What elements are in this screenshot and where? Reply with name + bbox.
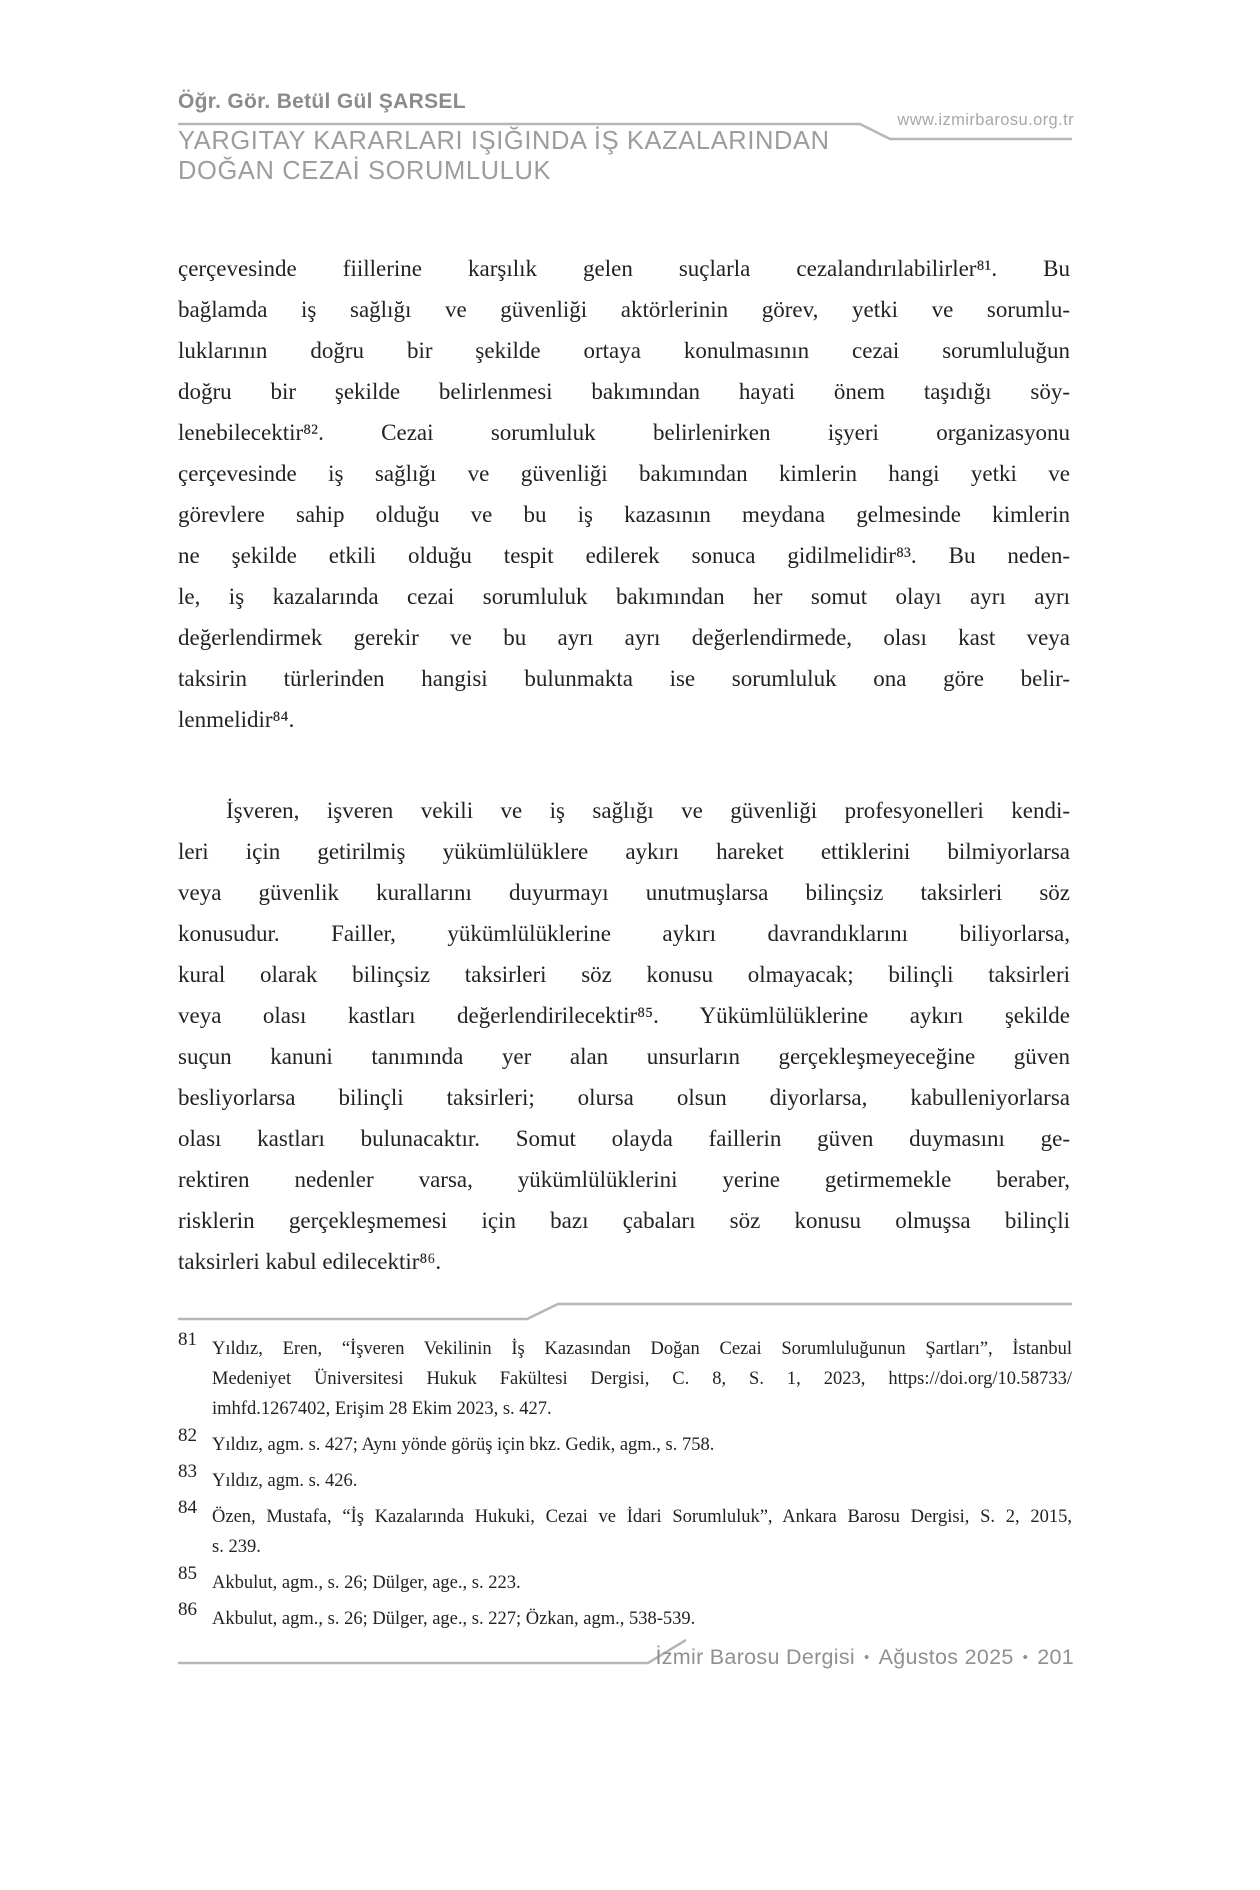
footnote bbox=[178, 1497, 1072, 1562]
footnote bbox=[178, 1563, 1072, 1598]
footnote-line: Yıldız, agm. s. 426. bbox=[212, 1471, 358, 1491]
paragraph-2 bbox=[178, 790, 1070, 1282]
text-line: risklerin gerçekleşmemesi için bazı çabaları söz konusu olmuşsa bilinçli bbox=[178, 1208, 1070, 1233]
footnote-number: 86 bbox=[178, 1599, 197, 1620]
site-url: www.izmirbarosu.org.tr bbox=[897, 111, 1074, 129]
text-line: lenebilecektir⁸². Cezai sorumluluk belirlenirken işyeri organizasyonu bbox=[178, 420, 1070, 445]
text-line: luklarının doğru bir şekilde ortaya konulmasının cezai sorumluluğun bbox=[178, 338, 1070, 363]
footnote-text bbox=[212, 1604, 1072, 1634]
footnote-number: 84 bbox=[178, 1497, 197, 1518]
footnote-number: 82 bbox=[178, 1425, 197, 1446]
text-line: leri için getirilmiş yükümlülüklere aykırı hareket ettiklerini bilmiyorlarsa bbox=[178, 839, 1070, 864]
text-line: doğru bir şekilde belirlenmesi bakımından hayati önem taşıdığı söy- bbox=[178, 379, 1070, 404]
footnote-line: Yıldız, Eren, “İşveren Vekilinin İş Kazasından Doğan Cezai Sorumluluğunun Şartları”, İstanbul bbox=[212, 1339, 1072, 1359]
text-line: bağlamda iş sağlığı ve güvenliği aktörlerinin görev, yetki ve sorumlu- bbox=[178, 297, 1070, 322]
footnote-text bbox=[212, 1466, 1072, 1496]
footnote-line: imhfd.1267402, Erişim 28 Ekim 2023, s. 427. bbox=[212, 1399, 552, 1419]
footnote-number: 83 bbox=[178, 1461, 197, 1482]
text-line: İşveren, işveren vekili ve iş sağlığı ve güvenliği profesyonelleri kendi- bbox=[226, 798, 1070, 823]
page-number: 201 bbox=[1037, 1645, 1074, 1669]
text-line: le, iş kazalarında cezai sorumluluk bakımından her somut olayı ayrı ayrı bbox=[178, 584, 1070, 609]
article-title-line-1: YARGITAY KARARLARI IŞIĞINDA İŞ KAZALARINDAN bbox=[178, 127, 830, 155]
text-line: taksirin türlerinden hangisi bulunmakta ise sorumluluk ona göre belir- bbox=[178, 666, 1070, 691]
author-name: Öğr. Gör. Betül Gül ŞARSEL bbox=[178, 90, 466, 113]
article-title-line-2: DOĞAN CEZAİ SORUMLULUK bbox=[178, 157, 552, 185]
text-line: rektiren nedenler varsa, yükümlülüklerini yerine getirmemekle beraber, bbox=[178, 1167, 1070, 1192]
text-line: suçun kanuni tanımında yer alan unsurların gerçekleşmeyeceğine güven bbox=[178, 1044, 1070, 1069]
footnote-line: Akbulut, agm., s. 26; Dülger, age., s. 227; Özkan, agm., 538-539. bbox=[212, 1609, 696, 1629]
paragraph-1 bbox=[178, 248, 1070, 740]
footnote bbox=[178, 1461, 1072, 1496]
footnote-number: 85 bbox=[178, 1563, 197, 1584]
text-line: kural olarak bilinçsiz taksirleri söz konusu olmayacak; bilinçli taksirleri bbox=[178, 962, 1070, 987]
text-line: taksirleri kabul edilecektir⁸⁶. bbox=[178, 1249, 442, 1274]
issue-date: Ağustos 2025 bbox=[878, 1645, 1014, 1669]
footnotes-divider bbox=[178, 1300, 1072, 1324]
footnote-line: Akbulut, agm., s. 26; Dülger, age., s. 223. bbox=[212, 1573, 521, 1593]
footnote-text bbox=[212, 1568, 1072, 1598]
footnote-number: 81 bbox=[178, 1329, 197, 1350]
text-line: görevlere sahip olduğu ve bu iş kazasının meydana gelmesinde kimlerin bbox=[178, 502, 1070, 527]
text-line: veya güvenlik kurallarını duyurmayı unutmuşlarsa bilinçsiz taksirleri söz bbox=[178, 880, 1070, 905]
text-line: olası kastları bulunacaktır. Somut olayda faillerin güven duymasını ge- bbox=[178, 1126, 1070, 1151]
footnotes bbox=[178, 1329, 1072, 1640]
bullet-separator: • bbox=[864, 1649, 870, 1666]
footnote bbox=[178, 1425, 1072, 1460]
article-title bbox=[178, 126, 830, 186]
footnote-line: s. 239. bbox=[212, 1537, 261, 1557]
footnote-text bbox=[212, 1430, 1072, 1460]
text-line: veya olası kastları değerlendirilecektir⁸⁵. Yükümlülüklerine aykırı şekilde bbox=[178, 1003, 1070, 1028]
journal-name: İzmir Barosu Dergisi bbox=[655, 1645, 855, 1669]
text-line: çerçevesinde fiillerine karşılık gelen suçlarla cezalandırılabilirler⁸¹. Bu bbox=[178, 256, 1070, 281]
footnote bbox=[178, 1599, 1072, 1634]
text-line: ne şekilde etkili olduğu tespit edilerek sonuca gidilmelidir⁸³. Bu neden- bbox=[178, 543, 1070, 568]
text-line: değerlendirmek gerekir ve bu ayrı ayrı değerlendirmede, olası kast veya bbox=[178, 625, 1070, 650]
footnote-text bbox=[212, 1502, 1072, 1562]
text-line: çerçevesinde iş sağlığı ve güvenliği bakımından kimlerin hangi yetki ve bbox=[178, 461, 1070, 486]
bullet-separator: • bbox=[1022, 1649, 1029, 1666]
footnote bbox=[178, 1329, 1072, 1424]
footnote-line: Özen, Mustafa, “İş Kazalarında Hukuki, Cezai ve İdari Sorumluluk”, Ankara Barosu Dergisi, S. 2, 2015, bbox=[212, 1507, 1072, 1527]
text-line: besliyorlarsa bilinçli taksirleri; olursa olsun diyorlarsa, kabulleniyorlarsa bbox=[178, 1085, 1070, 1110]
footnote-text bbox=[212, 1334, 1072, 1424]
footnote-line: Yıldız, agm. s. 427; Aynı yönde görüş için bkz. Gedik, agm., s. 758. bbox=[212, 1435, 715, 1455]
text-line: konusudur. Failler, yükümlülüklerine aykırı davrandıklarını biliyorlarsa, bbox=[178, 921, 1070, 946]
footer-text bbox=[655, 1645, 1074, 1670]
text-line: lenmelidir⁸⁴. bbox=[178, 707, 295, 732]
footnote-line: Medeniyet Üniversitesi Hukuk Fakültesi Dergisi, C. 8, S. 1, 2023, https://doi.org/10.58733/ bbox=[212, 1369, 1072, 1389]
